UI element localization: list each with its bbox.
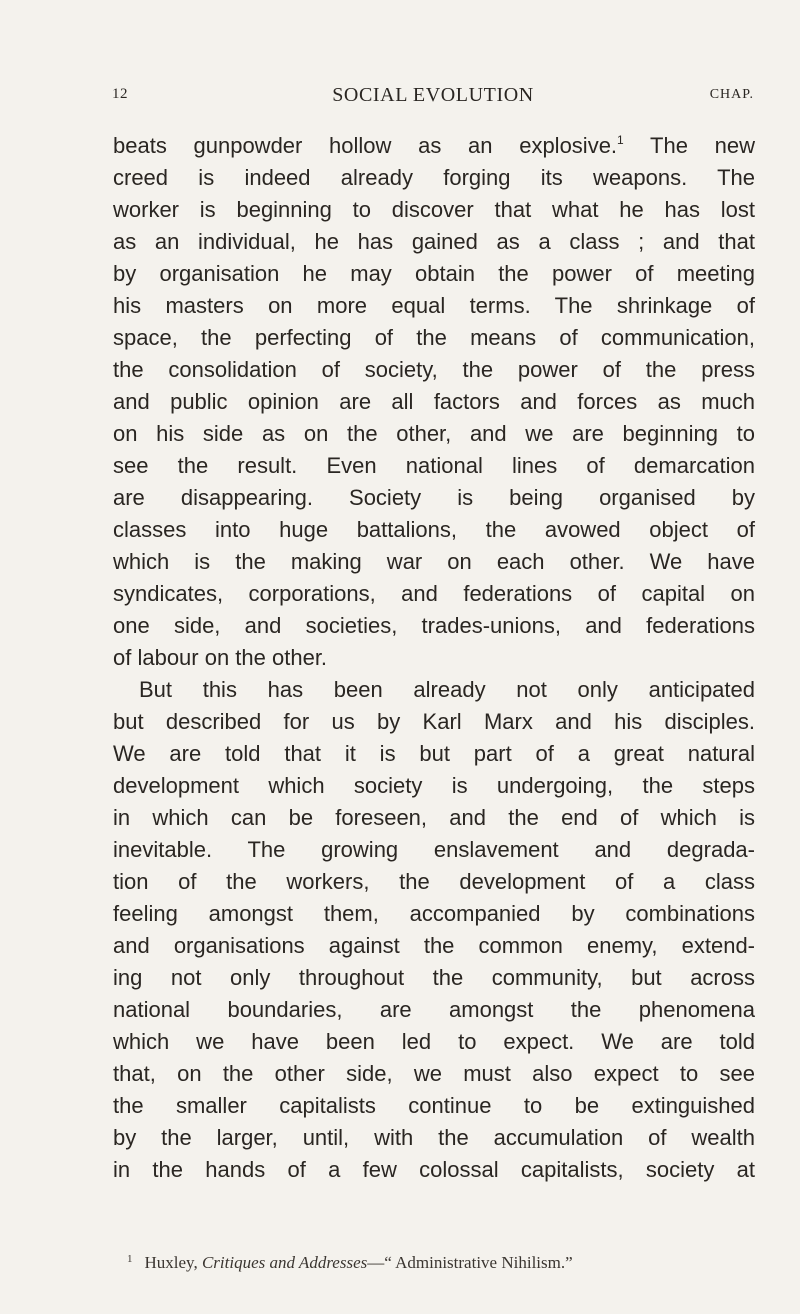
text-line: and public opinion are all factors and forces as much: [113, 389, 755, 414]
text-line: but described for us by Karl Marx and his disciples.: [113, 709, 755, 734]
text-line: and organisations against the common enemy, extend-: [113, 933, 755, 958]
text-line: classes into huge battalions, the avowed object of: [113, 517, 755, 542]
text-line: which is the making war on each other. We have: [113, 549, 755, 574]
text-line: one side, and societies, trades-unions, and federations: [113, 613, 755, 638]
footnote: [113, 1253, 769, 1273]
text-line: tion of the workers, the development of a class: [113, 869, 755, 894]
text-line: that, on the other side, we must also expect to see: [113, 1061, 755, 1086]
text-line: his masters on more equal terms. The shrinkage of: [113, 293, 755, 318]
text-line: see the result. Even national lines of demarcation: [113, 453, 755, 478]
footnote-work-title: Critiques and Addresses: [201, 1253, 368, 1272]
text-line: But this has been already not only anticipated: [139, 677, 755, 702]
chapter-label: CHAP.: [709, 87, 754, 102]
paragraph: [113, 674, 755, 1186]
footnote-reference[interactable]: 1: [617, 133, 624, 147]
text-line: syndicates, corporations, and federations of capital on: [113, 581, 755, 606]
text-line: the consolidation of society, the power of the press: [113, 357, 755, 382]
running-title: SOCIAL EVOLUTION: [332, 84, 534, 106]
text-line: feeling amongst them, accompanied by combinations: [113, 901, 755, 926]
footnote-mark: 1: [127, 1253, 133, 1265]
text-line: the smaller capitalists continue to be extinguished: [113, 1093, 755, 1118]
text-line: worker is beginning to discover that what he has lost: [113, 197, 755, 222]
page-number: 12: [112, 86, 128, 102]
text-line: in which can be foreseen, and the end of which is: [113, 805, 755, 830]
text-line: of labour on the other.: [113, 645, 328, 670]
text-line: national boundaries, are amongst the phenomena: [113, 997, 755, 1022]
text-line: as an individual, he has gained as a class ; and that: [113, 229, 755, 254]
text-line: creed is indeed already forging its weapons. The: [113, 165, 755, 190]
text-line: in the hands of a few colossal capitalists, society at: [113, 1157, 755, 1182]
text-line: on his side as on the other, and we are beginning to: [113, 421, 755, 446]
text-line: inevitable. The growing enslavement and degrada-: [113, 837, 755, 862]
text-line: We are told that it is but part of a great natural: [113, 741, 755, 766]
text-line: beats gunpowder hollow as an explosive.$^1$ The new: [113, 133, 755, 158]
text-line: by the larger, until, with the accumulation of wealth: [113, 1125, 755, 1150]
text-line: development which society is undergoing, the steps: [113, 773, 755, 798]
footnote-author: Huxley,: [144, 1253, 198, 1272]
running-head: [112, 84, 754, 114]
body-text: [113, 130, 755, 1186]
text-line: space, the perfecting of the means of communication,: [113, 325, 755, 350]
footnote-citation: —“ Administrative Nihilism.”: [367, 1253, 573, 1272]
text-line: which we have been led to expect. We are told: [113, 1029, 755, 1054]
text-line: are disappearing. Society is being organised by: [113, 485, 755, 510]
paragraph: [113, 130, 755, 674]
text-line: ing not only throughout the community, but across: [113, 965, 755, 990]
text-line: by organisation he may obtain the power of meeting: [113, 261, 755, 286]
